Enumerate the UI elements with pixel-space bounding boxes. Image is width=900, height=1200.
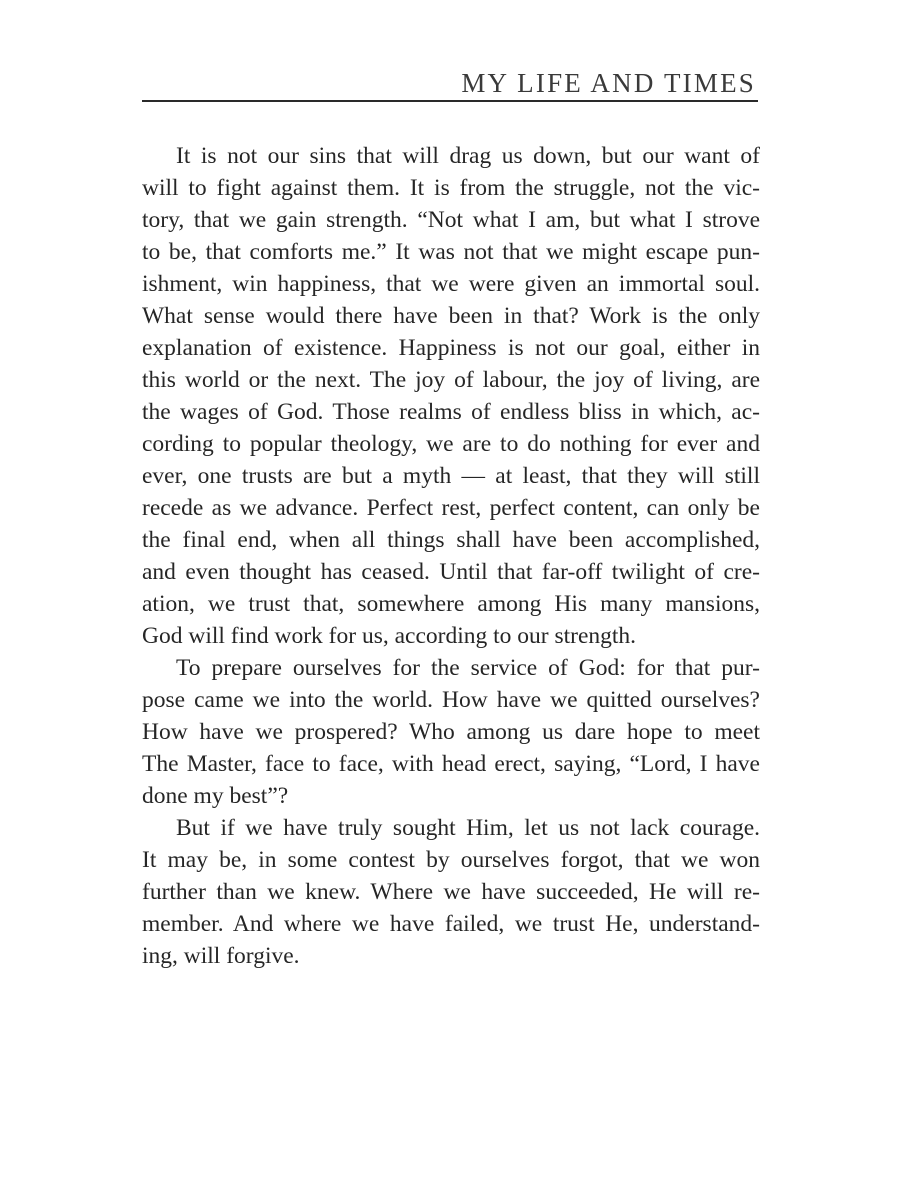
text-line: cording to popular theology, we are to do nothing for ever and <box>142 431 760 457</box>
text-line: recede as we advance. Perfect rest, perfect content, can only be <box>142 495 760 521</box>
text-line: this world or the next. The joy of labour, the joy of living, are <box>142 367 760 393</box>
body-text <box>142 140 760 972</box>
text-line: and even thought has ceased. Until that far-off twilight of cre- <box>142 559 760 585</box>
text-line: God will find work for us, according to our strength. <box>142 623 637 649</box>
text-line: ing, will forgive. <box>142 943 300 969</box>
text-line: To prepare ourselves for the service of God: for that pur- <box>176 655 760 681</box>
text-line: further than we knew. Where we have succeeded, He will re- <box>142 879 760 905</box>
header-rule <box>142 100 758 102</box>
text-line: But if we have truly sought Him, let us not lack courage. <box>176 815 760 841</box>
text-line: done my best”? <box>142 783 289 809</box>
text-line: the wages of God. Those realms of endless bliss in which, ac- <box>142 399 760 425</box>
text-line: What sense would there have been in that? Work is the only <box>142 303 760 329</box>
text-line: will to fight against them. It is from the struggle, not the vic- <box>142 175 760 201</box>
text-line: tory, that we gain strength. “Not what I am, but what I strove <box>142 207 760 233</box>
running-head-title: MY LIFE AND TIMES <box>461 68 756 98</box>
text-line: ation, we trust that, somewhere among His many mansions, <box>142 591 760 617</box>
text-line: ishment, win happiness, that we were given an immortal soul. <box>142 271 760 297</box>
text-line: ever, one trusts are but a myth — at least, that they will still <box>142 463 760 489</box>
text-line: It is not our sins that will drag us down, but our want of <box>176 143 760 169</box>
text-line: It may be, in some contest by ourselves forgot, that we won <box>142 847 760 873</box>
text-line: The Master, face to face, with head erect, saying, “Lord, I have <box>142 751 760 777</box>
text-line: How have we prospered? Who among us dare hope to meet <box>142 719 760 745</box>
text-line: explanation of existence. Happiness is not our goal, either in <box>142 335 760 361</box>
paragraph <box>142 140 760 652</box>
text-line: to be, that comforts me.” It was not that we might escape pun- <box>142 239 760 265</box>
text-line: pose came we into the world. How have we quitted ourselves? <box>142 687 760 713</box>
text-line: the final end, when all things shall have been accomplished, <box>142 527 760 553</box>
paragraph <box>142 652 760 812</box>
paragraph <box>142 812 760 972</box>
text-line: member. And where we have failed, we trust He, understand- <box>142 911 760 937</box>
